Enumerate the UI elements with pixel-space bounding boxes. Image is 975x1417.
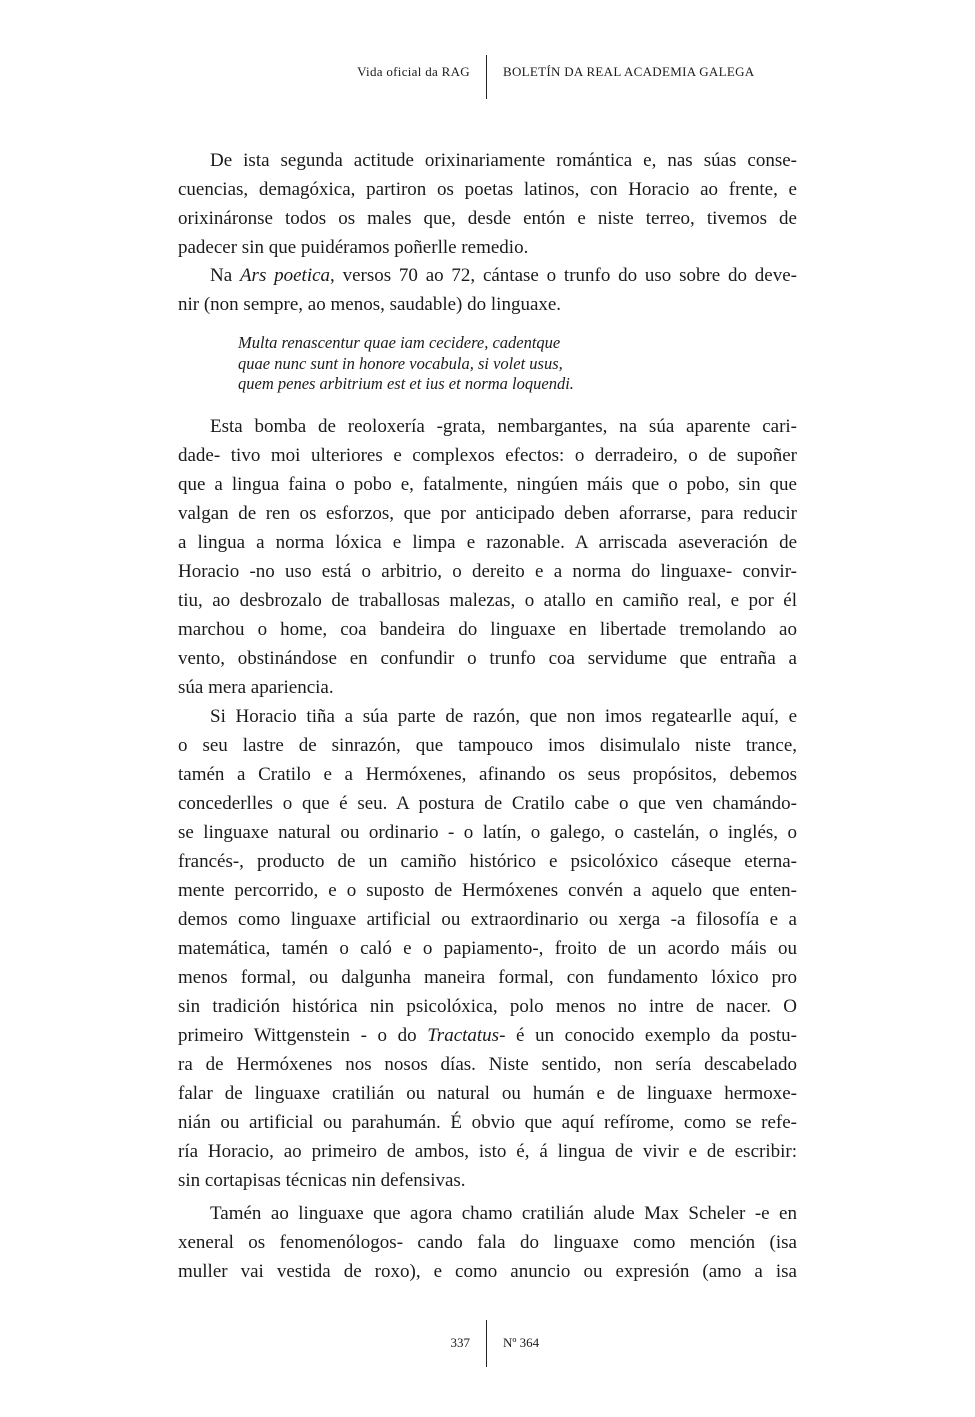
text-line: sin cortapisas técnicas nin defensivas. xyxy=(178,1170,466,1191)
text-line: xeneral os fenomenólogos- cando fala do linguaxe como mención (isa xyxy=(178,1232,797,1253)
text-line: súa mera apariencia. xyxy=(178,677,334,698)
paragraph-5 xyxy=(178,1199,797,1286)
page-number: 337 xyxy=(450,1335,470,1350)
text-line: vento, obstinándose en confundir o trunfo coa servidume que entraña a xyxy=(178,648,797,669)
text-line: matemática, tamén o caló e o papiamento-, froito de un acordo máis ou xyxy=(178,938,797,959)
text-line: o seu lastre de sinrazón, que tampouco imos disimulalo niste trance, xyxy=(178,735,797,756)
text-line: nir (non sempre, ao menos, saudable) do linguaxe. xyxy=(178,294,562,315)
text-line: falar de linguaxe cratilián ou natural ou humán e de linguaxe hermoxe- xyxy=(178,1083,797,1104)
text-line: valgan de ren os esforzos, que por anticipado deben aforrarse, para reducir xyxy=(178,503,797,524)
text-line: concederlles o que é seu. A postura de Cratilo cabe o que ven chamándo- xyxy=(178,793,797,814)
text-line: Esta bomba de reoloxería -grata, nembargantes, na súa aparente cari- xyxy=(210,416,797,437)
text-line: menos formal, ou dalgunha maneira formal, con fundamento lóxico pro xyxy=(178,967,797,988)
text-line xyxy=(178,261,797,290)
footer-divider xyxy=(486,1320,487,1367)
text-line: que a lingua faina o pobo e, fatalmente, ningúen máis que o pobo, sin que xyxy=(178,474,797,495)
header-divider xyxy=(486,55,487,99)
text-segment: - é un conocido exemplo da postu- xyxy=(499,1025,798,1046)
text-line: tiu, ao desbrozalo de traballosas malezas, o atallo en camiño real, e por él xyxy=(178,590,797,611)
italic-title: Ars poetica xyxy=(239,265,331,286)
paragraph-3 xyxy=(178,412,797,702)
text-line: ría Horacio, ao primeiro de ambos, isto é, á lingua de vivir e de escribir: xyxy=(178,1141,797,1162)
text-line: Tamén ao linguaxe que agora chamo cratilián alude Max Scheler -e en xyxy=(210,1203,797,1224)
text-line: marchou o home, coa bandeira do linguaxe en libertade tremolando ao xyxy=(178,619,797,640)
text-line: tamén a Cratilo e a Hermóxenes, afinando os seus propósitos, debemos xyxy=(178,764,797,785)
text-line: Horacio -no uso está o arbitrio, o dereito e a norma do linguaxe- convir- xyxy=(178,561,797,582)
text-line: se linguaxe natural ou ordinario - o latín, o galego, o castelán, o inglés, o xyxy=(178,822,797,843)
text-line: muller vai vestida de roxo), e como anuncio ou expresión (amo a isa xyxy=(178,1261,797,1282)
quote-line: quem penes arbitrium est et ius et norma loquendi. xyxy=(238,374,574,393)
text-line: orixináronse todos os males que, desde entón e niste terreo, tivemos de xyxy=(178,208,797,229)
text-line: padecer sin que puidéramos poñerlle remedio. xyxy=(178,237,529,258)
text-line: Si Horacio tiña a súa parte de razón, que non imos regatearlle aquí, e xyxy=(210,706,797,727)
text-line xyxy=(178,1021,797,1050)
issue-number: Nº 364 xyxy=(503,1335,540,1350)
text-line: nián ou artificial ou parahumán. É obvio que aquí refírome, como se refe- xyxy=(178,1112,797,1133)
text-segment: primeiro Wittgenstein - o do xyxy=(178,1025,428,1046)
italic-title: Tractatus xyxy=(427,1025,500,1046)
running-header-journal: BOLETÍN DA REAL ACADEMIA GALEGA xyxy=(503,64,755,79)
text-line: dade- tivo moi ulteriores e complexos efectos: o derradeiro, o de supoñer xyxy=(178,445,797,466)
running-header-section: Vida oficial da RAG xyxy=(357,64,470,79)
paragraph-1 xyxy=(178,146,797,262)
paragraph-4 xyxy=(178,702,797,1195)
text-line: De ista segunda actitude orixinariamente romántica e, nas súas conse- xyxy=(210,150,797,171)
text-line: ra de Hermóxenes nos nosos días. Niste sentido, non sería descabelado xyxy=(178,1054,797,1075)
text-line: a lingua a norma lóxica e limpa e razonable. A arriscada aseveración de xyxy=(178,532,797,553)
text-segment: , versos 70 ao 72, cántase o trunfo do uso sobre do deve- xyxy=(330,265,797,286)
paragraph-2 xyxy=(178,261,797,319)
quote-line: Multa renascentur quae iam cecidere, cadentque xyxy=(238,333,561,352)
text-line: sin tradición histórica nin psicolóxica, polo menos no intre de nacer. O xyxy=(178,996,797,1017)
text-line: cuencias, demagóxica, partiron os poetas latinos, con Horacio ao frente, e xyxy=(178,179,797,200)
latin-quotation xyxy=(238,333,574,395)
text-line: demos como linguaxe artificial ou extraordinario ou xerga -a filosofía e a xyxy=(178,909,797,930)
quote-line: quae nunc sunt in honore vocabula, si volet usus, xyxy=(238,353,563,373)
text-line: francés-, producto de un camiño histórico e psicolóxico cáseque eterna- xyxy=(178,851,797,872)
text-line: mente percorrido, e o suposto de Hermóxenes convén a aquelo que enten- xyxy=(178,880,797,901)
text-segment: Na xyxy=(210,265,240,286)
